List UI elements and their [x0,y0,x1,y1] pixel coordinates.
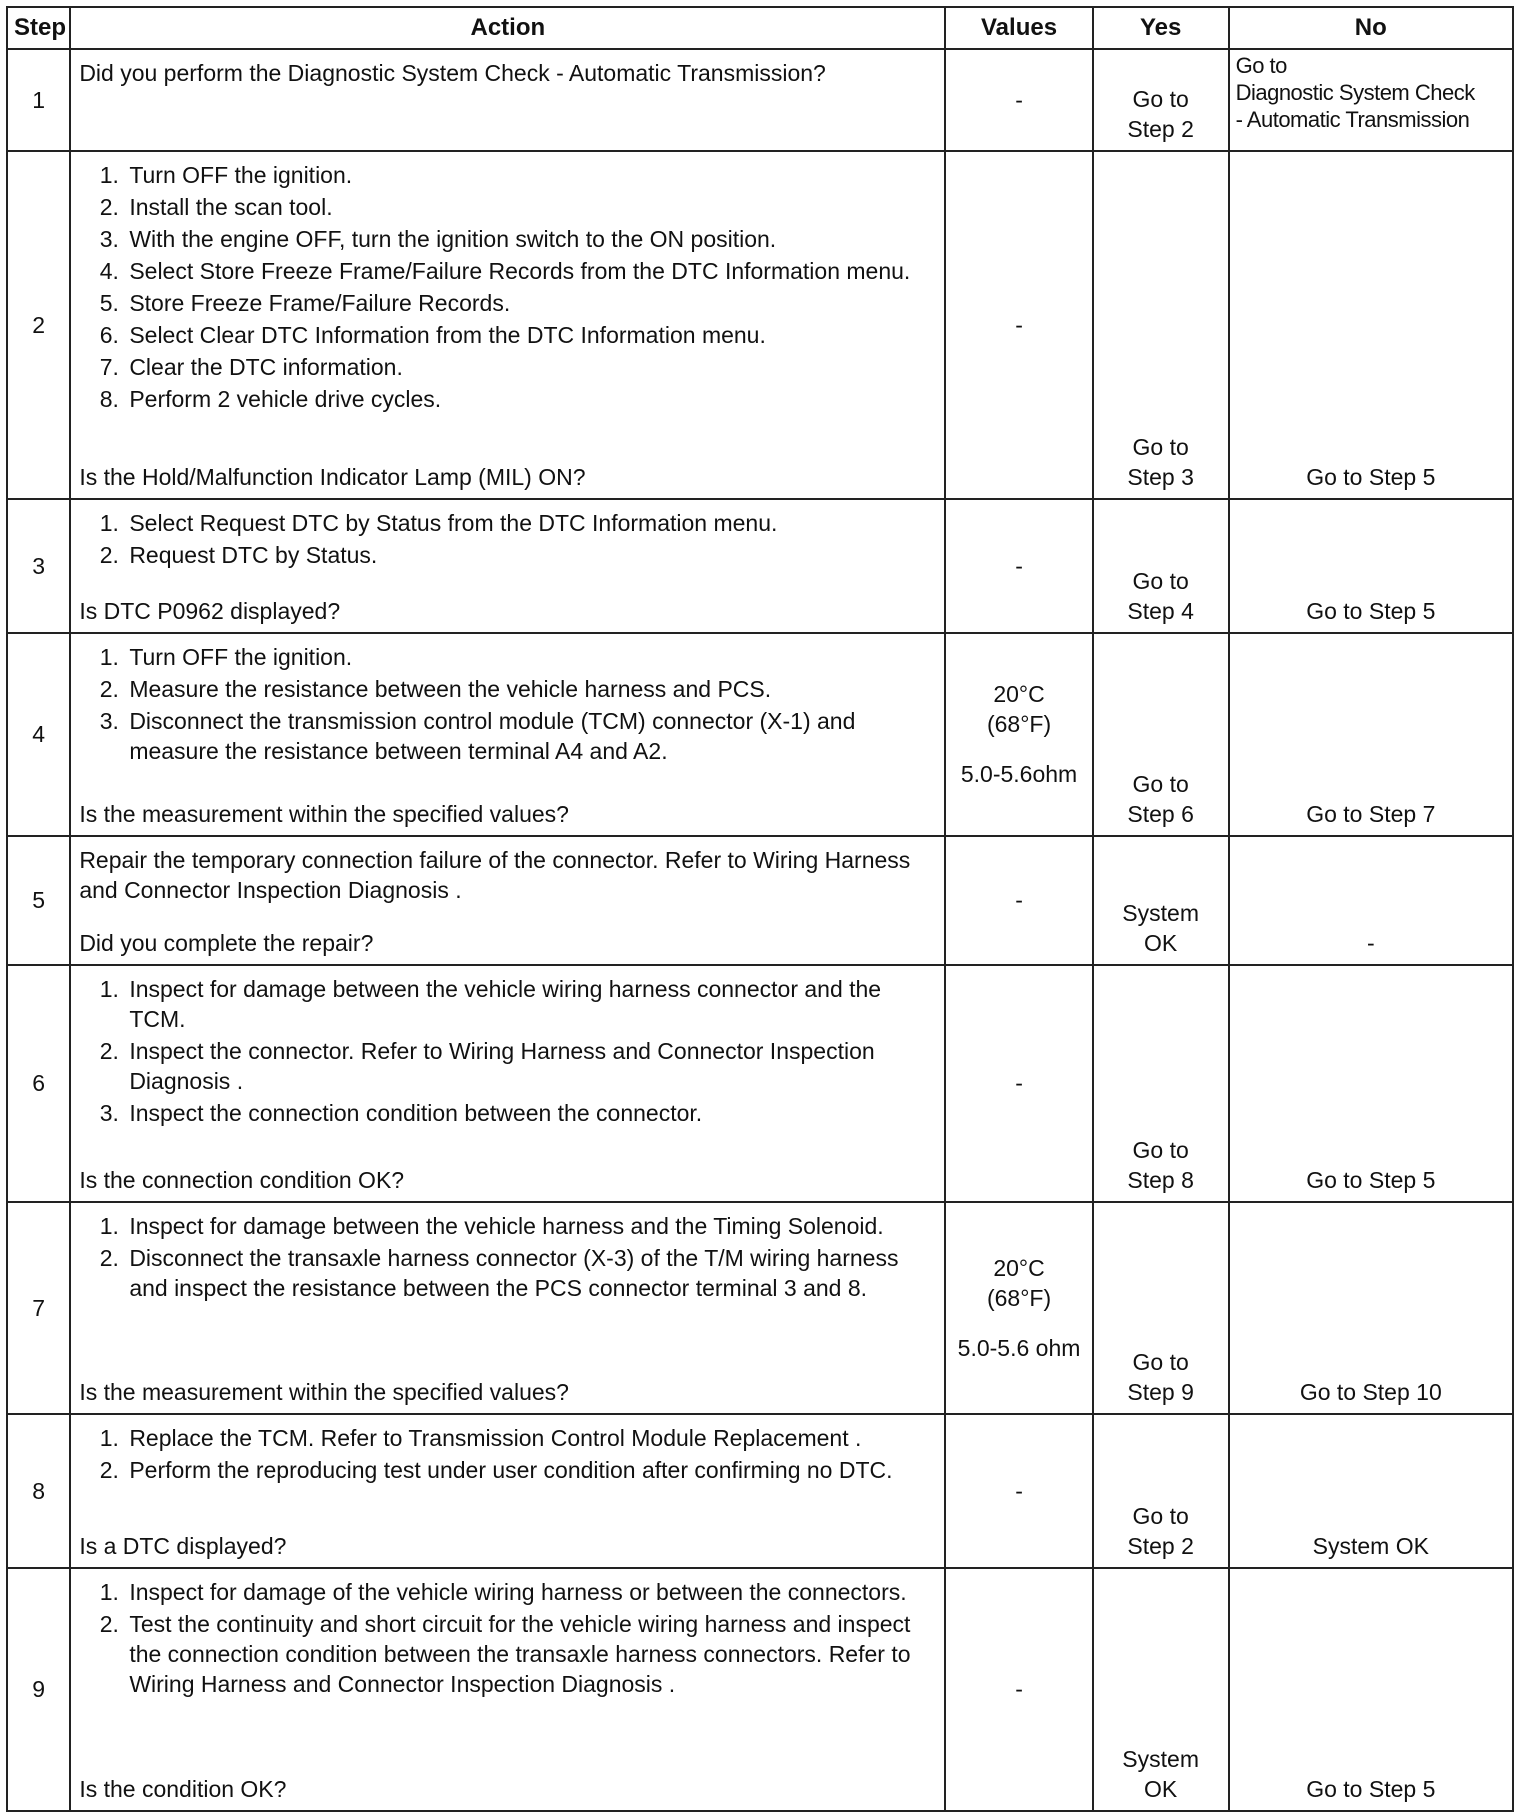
action-steps-list [79,974,938,1128]
action-text: Repair the temporary connection failure of the connector. Refer to Wiring Harness and Connector Inspection Diagnosis . [79,846,911,903]
no-line: Go to [1235,53,1287,78]
no-line: Go to Step 5 [1306,1166,1436,1193]
yes-line: Step 2 [1127,115,1194,142]
action-step-item: 3. Inspect the connection condition between the connector. [125,1098,938,1128]
diagnostic-table [6,6,1514,1812]
table-row [7,499,1513,633]
step-number: 5 [7,836,70,965]
action-content [79,1577,938,1804]
action-question: Did you complete the repair? [79,930,374,957]
action-step-item: 1. Inspect for damage of the vehicle wiring harness or between the connectors. [125,1577,938,1607]
action-step-item: 1. Turn OFF the ignition. [125,642,938,672]
action-question: Is the connection condition OK? [79,1166,405,1193]
action-content [79,1423,938,1561]
values-cell [945,1202,1092,1414]
yes-cell [1093,1568,1229,1811]
action-step-item: 3. Disconnect the transmission control module (TCM) connector (X-1) and measure the resistance between terminal A4 and A2. [125,706,938,766]
yes-cell [1093,1414,1229,1568]
yes-line: Go to [1132,1136,1189,1163]
yes-line: System [1122,900,1199,927]
action-body [79,845,938,905]
action-step-item: 8. Perform 2 vehicle drive cycles. [125,384,938,414]
no-line: Go to Step 5 [1306,1776,1436,1802]
action-steps-list [79,642,938,766]
action-content [79,642,938,829]
yes-cell [1093,499,1229,633]
table-row [7,151,1513,499]
table-row [7,1202,1513,1414]
value-line: 5.0-5.6 ohm [957,1334,1081,1361]
step-number: 7 [7,1202,70,1414]
yes-line: Go to [1132,770,1189,797]
yes-line: OK [1144,930,1178,957]
value-line: 20°C [993,681,1045,708]
value-line: - [1015,887,1023,914]
action-step-item: 2. Perform the reproducing test under user condition after confirming no DTC. [125,1455,938,1485]
action-step-item: 2. Measure the resistance between the vehicle harness and PCS. [125,674,938,704]
action-content [79,58,938,144]
action-body [79,1577,938,1701]
action-body [79,58,938,88]
action-content [79,508,938,626]
value-line: (68°F) [986,711,1052,738]
no-cell [1229,965,1513,1202]
action-body [79,642,938,768]
action-body [79,1211,938,1305]
action-cell [70,633,945,836]
no-cell [1229,1414,1513,1568]
action-question: Is the measurement within the specified values? [79,1378,569,1405]
action-body [79,1423,938,1487]
action-step-item: 3. With the engine OFF, turn the ignition switch to the ON position. [125,224,938,254]
action-step-item: 2. Test the continuity and short circuit for the vehicle wiring harness and inspect the connection condition between the transaxle harness connectors. Refer to Wiring Harness and Connector Inspection Diagnosis . [125,1609,938,1699]
action-cell [70,836,945,965]
value-line: - [1015,311,1023,338]
yes-line: Step 8 [1127,1166,1194,1193]
values-cell [945,965,1092,1202]
header-step: Step [7,7,70,49]
value-line: - [1015,86,1023,113]
yes-cell [1093,49,1229,151]
action-step-item: 2. Request DTC by Status. [125,540,938,570]
values-cell [945,1414,1092,1568]
value-spacer [952,1313,1085,1333]
no-line: Go to Step 10 [1299,1378,1442,1405]
action-step-item: 2. Disconnect the transaxle harness connector (X-3) of the T/M wiring harness and inspect the resistance between the PCS connector terminal 3 and 8. [125,1243,938,1303]
action-cell [70,49,945,151]
no-line: System OK [1312,1532,1429,1559]
header-values: Values [945,7,1092,49]
value-line: 20°C [993,1254,1045,1281]
yes-cell [1093,633,1229,836]
yes-cell [1093,965,1229,1202]
no-line: - [1366,930,1375,957]
action-step-item: 2. Install the scan tool. [125,192,938,222]
header-action: Action [70,7,945,49]
action-content [79,160,938,492]
action-cell [70,151,945,499]
action-step-item: 7. Clear the DTC information. [125,352,938,382]
action-steps-list [79,160,938,414]
yes-line: Step 4 [1127,597,1194,624]
yes-line: Step 6 [1127,800,1194,827]
yes-line: OK [1144,1776,1178,1802]
action-steps-list [79,1211,938,1303]
values-cell [945,633,1092,836]
action-cell [70,1414,945,1568]
table-row [7,836,1513,965]
action-steps-list [79,1423,938,1485]
table-row [7,633,1513,836]
yes-cell [1093,151,1229,499]
action-content [79,974,938,1195]
yes-line: Step 9 [1127,1378,1194,1405]
no-cell [1229,633,1513,836]
header-row [7,7,1513,49]
action-question: Is the measurement within the specified values? [79,800,569,827]
action-step-item: 6. Select Clear DTC Information from the DTC Information menu. [125,320,938,350]
values-cell [945,499,1092,633]
action-question: Is a DTC displayed? [79,1532,287,1559]
yes-line: Go to [1132,1348,1189,1375]
step-number: 2 [7,151,70,499]
action-body [79,508,938,572]
value-line: 5.0-5.6ohm [960,761,1078,788]
action-cell [70,1568,945,1811]
no-line: Go to Step 5 [1306,463,1436,490]
no-cell [1229,836,1513,965]
yes-cell [1093,836,1229,965]
step-number: 4 [7,633,70,836]
no-cell [1229,1568,1513,1811]
table-row [7,49,1513,151]
yes-line: Step 3 [1127,463,1194,490]
value-line: - [1015,1070,1023,1097]
action-content [79,845,938,958]
action-question: Is DTC P0962 displayed? [79,597,341,624]
action-step-item: 5. Store Freeze Frame/Failure Records. [125,288,938,318]
action-body [79,160,938,416]
action-body [79,974,938,1130]
yes-line: Step 2 [1127,1532,1194,1559]
value-line: - [1015,1477,1023,1504]
yes-line: Go to [1132,567,1189,594]
values-cell [945,1568,1092,1811]
header-no: No [1229,7,1513,49]
yes-line: Go to [1132,433,1189,460]
values-cell [945,151,1092,499]
table-row [7,1414,1513,1568]
value-line: - [1015,552,1023,579]
action-question: Is the Hold/Malfunction Indicator Lamp (MIL) ON? [79,463,586,490]
yes-line: System [1122,1746,1199,1772]
value-line: - [1015,1676,1023,1703]
action-step-item: 1. Inspect for damage between the vehicle harness and the Timing Solenoid. [125,1211,938,1241]
action-question: Is the condition OK? [79,1776,287,1802]
yes-line: Go to [1132,1502,1189,1529]
action-cell [70,499,945,633]
no-line: Go to Step 5 [1306,597,1436,624]
step-number: 6 [7,965,70,1202]
action-content [79,1211,938,1407]
values-cell [945,49,1092,151]
table-row [7,965,1513,1202]
action-step-item: 1. Replace the TCM. Refer to Transmission Control Module Replacement . [125,1423,938,1453]
action-cell [70,965,945,1202]
no-line: Diagnostic System Check [1235,80,1475,105]
step-number: 8 [7,1414,70,1568]
action-step-item: 4. Select Store Freeze Frame/Failure Records from the DTC Information menu. [125,256,938,286]
no-cell [1229,151,1513,499]
step-number: 9 [7,1568,70,1811]
yes-line: Go to [1132,85,1189,112]
action-steps-list [79,508,938,570]
step-number: 1 [7,49,70,151]
action-step-item: 2. Inspect the connector. Refer to Wiring Harness and Connector Inspection Diagnosis . [125,1036,938,1096]
no-cell [1229,49,1513,151]
step-number: 3 [7,499,70,633]
action-step-item: 1. Select Request DTC by Status from the DTC Information menu. [125,508,938,538]
values-cell [945,836,1092,965]
action-text: Did you perform the Diagnostic System Check - Automatic Transmission? [79,60,826,86]
value-line: (68°F) [986,1284,1052,1311]
action-step-item: 1. Inspect for damage between the vehicle wiring harness connector and the TCM. [125,974,938,1034]
no-cell [1229,499,1513,633]
no-line: Go to Step 7 [1306,800,1436,827]
value-spacer [952,739,1085,759]
action-cell [70,1202,945,1414]
action-steps-list [79,1577,938,1699]
no-cell [1229,1202,1513,1414]
yes-cell [1093,1202,1229,1414]
table-row [7,1568,1513,1811]
no-line: - Automatic Transmission [1235,107,1470,132]
action-step-item: 1. Turn OFF the ignition. [125,160,938,190]
header-yes: Yes [1093,7,1229,49]
